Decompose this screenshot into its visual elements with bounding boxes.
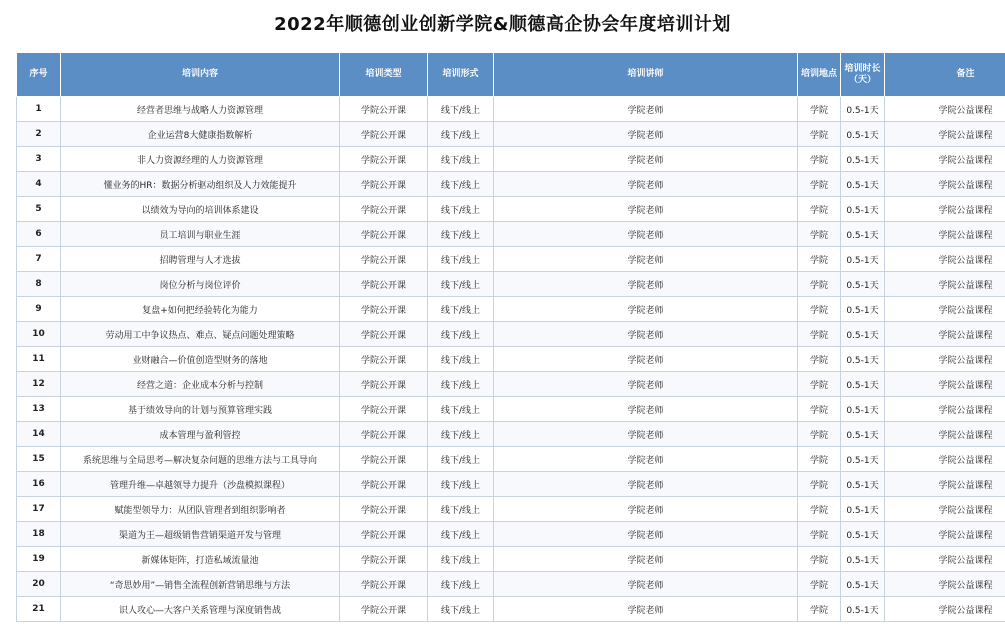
cell-content: 以绩效为导向的培训体系建设 bbox=[61, 197, 340, 222]
cell-type: 学院公开课 bbox=[340, 122, 428, 147]
cell-trainer: 学院老师 bbox=[494, 522, 798, 547]
table-row bbox=[17, 222, 1005, 247]
cell-duration: 0.5-1天 bbox=[841, 272, 885, 297]
cell-type: 学院公开课 bbox=[340, 97, 428, 122]
cell-duration: 0.5-1天 bbox=[841, 422, 885, 447]
cell-note: 学院公益课程 bbox=[885, 397, 1005, 422]
cell-form: 线下/线上 bbox=[428, 347, 494, 372]
cell-type: 学院公开课 bbox=[340, 222, 428, 247]
cell-location: 学院 bbox=[798, 472, 841, 497]
cell-content: 经营之道：企业成本分析与控制 bbox=[61, 372, 340, 397]
cell-location: 学院 bbox=[798, 522, 841, 547]
cell-trainer: 学院老师 bbox=[494, 197, 798, 222]
cell-type: 学院公开课 bbox=[340, 297, 428, 322]
cell-location: 学院 bbox=[798, 372, 841, 397]
cell-type: 学院公开课 bbox=[340, 147, 428, 172]
cell-index: 8 bbox=[17, 272, 61, 297]
cell-duration: 0.5-1天 bbox=[841, 97, 885, 122]
cell-index: 19 bbox=[17, 547, 61, 572]
cell-trainer: 学院老师 bbox=[494, 322, 798, 347]
table-row bbox=[17, 522, 1005, 547]
cell-index: 18 bbox=[17, 522, 61, 547]
table-row bbox=[17, 197, 1005, 222]
cell-note: 学院公益课程 bbox=[885, 297, 1005, 322]
cell-location: 学院 bbox=[798, 497, 841, 522]
cell-duration: 0.5-1天 bbox=[841, 397, 885, 422]
cell-trainer: 学院老师 bbox=[494, 122, 798, 147]
cell-note: 学院公益课程 bbox=[885, 272, 1005, 297]
cell-location: 学院 bbox=[798, 597, 841, 622]
cell-trainer: 学院老师 bbox=[494, 547, 798, 572]
table-row bbox=[17, 147, 1005, 172]
table-row bbox=[17, 397, 1005, 422]
cell-form: 线下/线上 bbox=[428, 397, 494, 422]
cell-form: 线下/线上 bbox=[428, 472, 494, 497]
header-duration bbox=[841, 53, 885, 97]
header-type: 培训类型 bbox=[340, 53, 428, 97]
cell-duration: 0.5-1天 bbox=[841, 122, 885, 147]
table-row bbox=[17, 172, 1005, 197]
cell-trainer: 学院老师 bbox=[494, 297, 798, 322]
cell-form: 线下/线上 bbox=[428, 147, 494, 172]
cell-index: 17 bbox=[17, 497, 61, 522]
table-row bbox=[17, 122, 1005, 147]
cell-note: 学院公益课程 bbox=[885, 247, 1005, 272]
cell-form: 线下/线上 bbox=[428, 97, 494, 122]
cell-duration: 0.5-1天 bbox=[841, 247, 885, 272]
table-row bbox=[17, 597, 1005, 622]
cell-form: 线下/线上 bbox=[428, 547, 494, 572]
header-trainer: 培训讲师 bbox=[494, 53, 798, 97]
cell-form: 线下/线上 bbox=[428, 497, 494, 522]
cell-duration: 0.5-1天 bbox=[841, 472, 885, 497]
cell-trainer: 学院老师 bbox=[494, 447, 798, 472]
cell-location: 学院 bbox=[798, 147, 841, 172]
cell-type: 学院公开课 bbox=[340, 247, 428, 272]
cell-type: 学院公开课 bbox=[340, 522, 428, 547]
header-duration-line2: （天） bbox=[848, 74, 876, 85]
cell-location: 学院 bbox=[798, 272, 841, 297]
table-row bbox=[17, 297, 1005, 322]
header-index: 序号 bbox=[17, 53, 61, 97]
cell-trainer: 学院老师 bbox=[494, 572, 798, 597]
cell-index: 1 bbox=[17, 97, 61, 122]
cell-type: 学院公开课 bbox=[340, 597, 428, 622]
cell-content: 懂业务的HR：数据分析驱动组织及人力效能提升 bbox=[61, 172, 340, 197]
cell-location: 学院 bbox=[798, 347, 841, 372]
cell-location: 学院 bbox=[798, 97, 841, 122]
cell-form: 线下/线上 bbox=[428, 597, 494, 622]
table-row bbox=[17, 272, 1005, 297]
cell-trainer: 学院老师 bbox=[494, 272, 798, 297]
cell-note: 学院公益课程 bbox=[885, 322, 1005, 347]
cell-index: 11 bbox=[17, 347, 61, 372]
cell-content: 劳动用工中争议热点、难点、疑点问题处理策略 bbox=[61, 322, 340, 347]
cell-location: 学院 bbox=[798, 422, 841, 447]
table-row bbox=[17, 347, 1005, 372]
cell-trainer: 学院老师 bbox=[494, 372, 798, 397]
cell-duration: 0.5-1天 bbox=[841, 322, 885, 347]
cell-trainer: 学院老师 bbox=[494, 472, 798, 497]
cell-content: 基于绩效导向的计划与预算管理实践 bbox=[61, 397, 340, 422]
table-body bbox=[17, 97, 1005, 622]
cell-content: 岗位分析与岗位评价 bbox=[61, 272, 340, 297]
table-row bbox=[17, 97, 1005, 122]
header-note: 备注 bbox=[885, 53, 1005, 97]
cell-form: 线下/线上 bbox=[428, 197, 494, 222]
cell-index: 7 bbox=[17, 247, 61, 272]
cell-content: 企业运营8大健康指数解析 bbox=[61, 122, 340, 147]
cell-index: 3 bbox=[17, 147, 61, 172]
cell-location: 学院 bbox=[798, 297, 841, 322]
cell-location: 学院 bbox=[798, 547, 841, 572]
cell-index: 9 bbox=[17, 297, 61, 322]
cell-index: 2 bbox=[17, 122, 61, 147]
cell-content: 系统思维与全局思考—解决复杂问题的思维方法与工具导向 bbox=[61, 447, 340, 472]
cell-trainer: 学院老师 bbox=[494, 597, 798, 622]
cell-type: 学院公开课 bbox=[340, 322, 428, 347]
cell-content: 识人攻心—大客户关系管理与深度销售战 bbox=[61, 597, 340, 622]
cell-type: 学院公开课 bbox=[340, 272, 428, 297]
cell-note: 学院公益课程 bbox=[885, 197, 1005, 222]
cell-duration: 0.5-1天 bbox=[841, 597, 885, 622]
header-row bbox=[17, 53, 1005, 97]
cell-location: 学院 bbox=[798, 447, 841, 472]
cell-duration: 0.5-1天 bbox=[841, 372, 885, 397]
table-row bbox=[17, 422, 1005, 447]
cell-index: 4 bbox=[17, 172, 61, 197]
cell-note: 学院公益课程 bbox=[885, 422, 1005, 447]
cell-note: 学院公益课程 bbox=[885, 547, 1005, 572]
page-title: 2022年顺德创业创新学院&顺德高企协会年度培训计划 bbox=[274, 14, 731, 35]
cell-trainer: 学院老师 bbox=[494, 97, 798, 122]
cell-type: 学院公开课 bbox=[340, 172, 428, 197]
cell-note: 学院公益课程 bbox=[885, 222, 1005, 247]
cell-duration: 0.5-1天 bbox=[841, 547, 885, 572]
cell-content: 员工培训与职业生涯 bbox=[61, 222, 340, 247]
cell-note: 学院公益课程 bbox=[885, 447, 1005, 472]
cell-index: 13 bbox=[17, 397, 61, 422]
cell-form: 线下/线上 bbox=[428, 422, 494, 447]
cell-note: 学院公益课程 bbox=[885, 497, 1005, 522]
cell-type: 学院公开课 bbox=[340, 447, 428, 472]
cell-content: 新媒体矩阵，打造私域流量池 bbox=[61, 547, 340, 572]
cell-type: 学院公开课 bbox=[340, 397, 428, 422]
cell-form: 线下/线上 bbox=[428, 297, 494, 322]
cell-form: 线下/线上 bbox=[428, 322, 494, 347]
cell-content: 成本管理与盈利管控 bbox=[61, 422, 340, 447]
cell-location: 学院 bbox=[798, 247, 841, 272]
header-form: 培训形式 bbox=[428, 53, 494, 97]
cell-content: 赋能型领导力：从团队管理者到组织影响者 bbox=[61, 497, 340, 522]
cell-content: 经营者思维与战略人力资源管理 bbox=[61, 97, 340, 122]
cell-index: 15 bbox=[17, 447, 61, 472]
cell-duration: 0.5-1天 bbox=[841, 522, 885, 547]
cell-note: 学院公益课程 bbox=[885, 147, 1005, 172]
cell-location: 学院 bbox=[798, 172, 841, 197]
cell-location: 学院 bbox=[798, 222, 841, 247]
cell-note: 学院公益课程 bbox=[885, 572, 1005, 597]
cell-location: 学院 bbox=[798, 572, 841, 597]
cell-duration: 0.5-1天 bbox=[841, 347, 885, 372]
cell-type: 学院公开课 bbox=[340, 472, 428, 497]
cell-duration: 0.5-1天 bbox=[841, 222, 885, 247]
cell-note: 学院公益课程 bbox=[885, 522, 1005, 547]
cell-trainer: 学院老师 bbox=[494, 222, 798, 247]
cell-index: 6 bbox=[17, 222, 61, 247]
table-row bbox=[17, 322, 1005, 347]
cell-type: 学院公开课 bbox=[340, 197, 428, 222]
cell-trainer: 学院老师 bbox=[494, 247, 798, 272]
cell-trainer: 学院老师 bbox=[494, 172, 798, 197]
table-row bbox=[17, 497, 1005, 522]
cell-index: 21 bbox=[17, 597, 61, 622]
header-content: 培训内容 bbox=[61, 53, 340, 97]
cell-duration: 0.5-1天 bbox=[841, 497, 885, 522]
cell-type: 学院公开课 bbox=[340, 372, 428, 397]
table-header bbox=[17, 53, 1005, 97]
cell-duration: 0.5-1天 bbox=[841, 447, 885, 472]
cell-trainer: 学院老师 bbox=[494, 497, 798, 522]
cell-location: 学院 bbox=[798, 197, 841, 222]
cell-note: 学院公益课程 bbox=[885, 372, 1005, 397]
table-row bbox=[17, 372, 1005, 397]
cell-index: 16 bbox=[17, 472, 61, 497]
cell-trainer: 学院老师 bbox=[494, 422, 798, 447]
cell-form: 线下/线上 bbox=[428, 447, 494, 472]
cell-type: 学院公开课 bbox=[340, 572, 428, 597]
cell-content: “奇思妙用”—销售全流程创新营销思维与方法 bbox=[61, 572, 340, 597]
cell-location: 学院 bbox=[798, 322, 841, 347]
cell-form: 线下/线上 bbox=[428, 572, 494, 597]
cell-index: 5 bbox=[17, 197, 61, 222]
cell-trainer: 学院老师 bbox=[494, 397, 798, 422]
table-row bbox=[17, 472, 1005, 497]
table-row bbox=[17, 547, 1005, 572]
cell-note: 学院公益课程 bbox=[885, 122, 1005, 147]
cell-form: 线下/线上 bbox=[428, 522, 494, 547]
cell-type: 学院公开课 bbox=[340, 497, 428, 522]
cell-duration: 0.5-1天 bbox=[841, 297, 885, 322]
cell-trainer: 学院老师 bbox=[494, 347, 798, 372]
cell-form: 线下/线上 bbox=[428, 122, 494, 147]
cell-location: 学院 bbox=[798, 397, 841, 422]
cell-form: 线下/线上 bbox=[428, 247, 494, 272]
cell-index: 14 bbox=[17, 422, 61, 447]
cell-content: 非人力资源经理的人力资源管理 bbox=[61, 147, 340, 172]
cell-duration: 0.5-1天 bbox=[841, 197, 885, 222]
table-row bbox=[17, 447, 1005, 472]
cell-type: 学院公开课 bbox=[340, 347, 428, 372]
cell-content: 业财融合—价值创造型财务的落地 bbox=[61, 347, 340, 372]
cell-duration: 0.5-1天 bbox=[841, 147, 885, 172]
cell-trainer: 学院老师 bbox=[494, 147, 798, 172]
cell-location: 学院 bbox=[798, 122, 841, 147]
table-row bbox=[17, 247, 1005, 272]
cell-form: 线下/线上 bbox=[428, 372, 494, 397]
table-row bbox=[17, 572, 1005, 597]
cell-type: 学院公开课 bbox=[340, 422, 428, 447]
cell-content: 渠道为王—超级销售营销渠道开发与管理 bbox=[61, 522, 340, 547]
cell-note: 学院公益课程 bbox=[885, 472, 1005, 497]
cell-note: 学院公益课程 bbox=[885, 172, 1005, 197]
header-duration-line1: 培训时长 bbox=[844, 63, 881, 74]
cell-content: 管理升维—卓越领导力提升（沙盘模拟课程） bbox=[61, 472, 340, 497]
cell-form: 线下/线上 bbox=[428, 172, 494, 197]
header-location: 培训地点 bbox=[798, 53, 841, 97]
cell-content: 招聘管理与人才选拔 bbox=[61, 247, 340, 272]
cell-form: 线下/线上 bbox=[428, 222, 494, 247]
cell-index: 12 bbox=[17, 372, 61, 397]
cell-duration: 0.5-1天 bbox=[841, 172, 885, 197]
cell-type: 学院公开课 bbox=[340, 547, 428, 572]
cell-note: 学院公益课程 bbox=[885, 597, 1005, 622]
cell-note: 学院公益课程 bbox=[885, 347, 1005, 372]
cell-duration: 0.5-1天 bbox=[841, 572, 885, 597]
cell-content: 复盘+如何把经验转化为能力 bbox=[61, 297, 340, 322]
training-plan-table bbox=[16, 52, 1005, 622]
cell-index: 20 bbox=[17, 572, 61, 597]
cell-note: 学院公益课程 bbox=[885, 97, 1005, 122]
cell-form: 线下/线上 bbox=[428, 272, 494, 297]
cell-index: 10 bbox=[17, 322, 61, 347]
